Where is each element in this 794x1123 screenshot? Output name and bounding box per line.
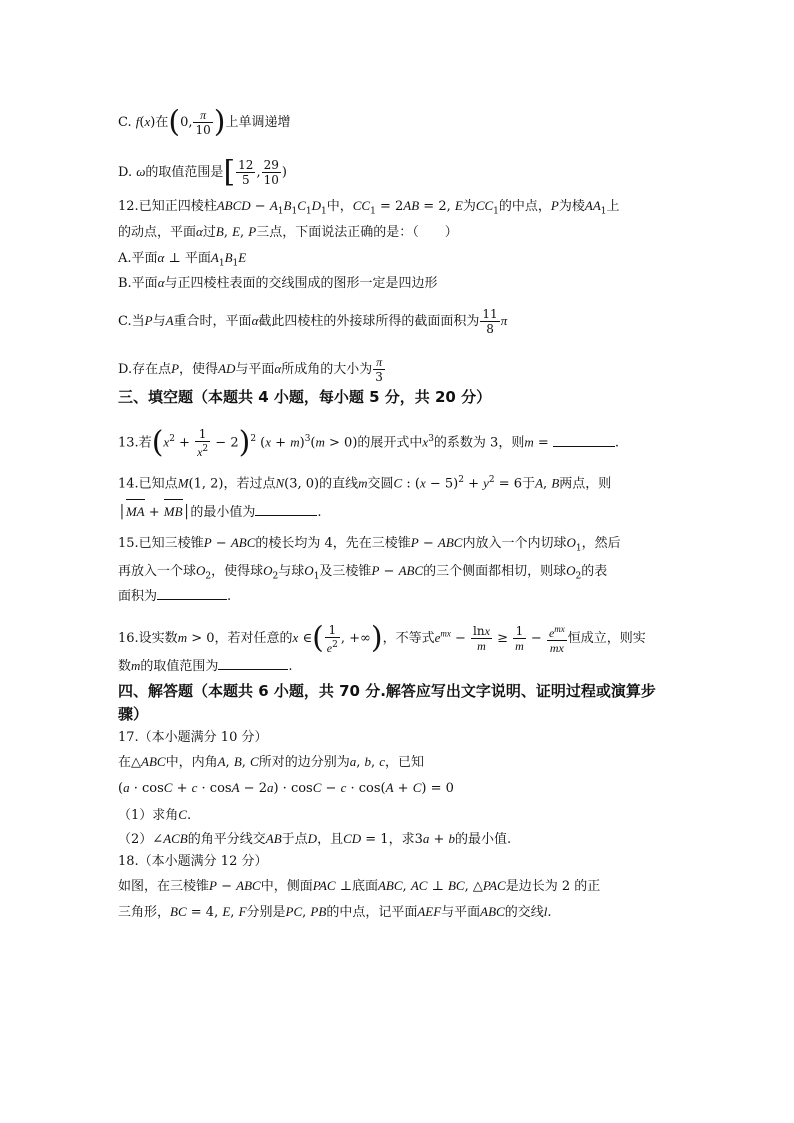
text: 内放入一个内切球 bbox=[462, 536, 567, 551]
text: 是边长为 2 的正 bbox=[505, 879, 601, 894]
text: 16.设实数 bbox=[118, 631, 178, 646]
text: 中， bbox=[326, 199, 353, 214]
text: 上 bbox=[606, 199, 620, 214]
text: 及三棱锥 bbox=[319, 564, 372, 579]
text: 中，侧面 bbox=[260, 879, 313, 894]
text: 的交线 bbox=[504, 905, 544, 920]
text: 平面 bbox=[184, 251, 211, 266]
q14-line1: 14.已知点M(1, 2)，若过点N(3, 0)的直线m交圆C : $(x - 5)^2 + y^2 = 6$于A, B两点，则 bbox=[118, 475, 612, 492]
text: 底面 bbox=[351, 879, 378, 894]
q17-line1: 在△ABC中，内角A, B, C所对的边分别为a, b, c，已知 bbox=[118, 754, 425, 770]
text: 分别是 bbox=[246, 905, 286, 920]
text: 交圆 bbox=[367, 476, 394, 492]
q12-stem-line2: 的动点，平面α过B, E, P三点，下面说法正确的是：（ ） bbox=[118, 224, 458, 240]
text: 重合时，平面 bbox=[173, 314, 252, 329]
section-3-title: 三、填空题（本题共 4 小题，每小题 5 分，共 20 分） bbox=[118, 388, 492, 406]
text: A.平面 bbox=[118, 251, 158, 266]
text: 如图，在三棱锥 bbox=[118, 879, 210, 894]
text: ，且 bbox=[317, 832, 344, 847]
text: C.当 bbox=[118, 314, 145, 329]
text: 与球 bbox=[278, 564, 305, 579]
text: . bbox=[186, 808, 192, 823]
text: 与正四棱柱表面的交线围成的图形一定是四边形 bbox=[164, 276, 438, 291]
text: 截此四棱柱的外接球所得的截面面积为 bbox=[258, 314, 480, 329]
q12-option-c: C.当P与A重合时，平面α截此四棱柱的外接球所得的截面面积为 $\frac{11}{8}$ π bbox=[118, 307, 508, 336]
text: 与平面 bbox=[441, 905, 481, 920]
text: 的最小值为 bbox=[190, 505, 256, 520]
text: ，使得球 bbox=[211, 564, 264, 579]
text: 与平面 bbox=[235, 362, 275, 377]
text: 于点 bbox=[281, 832, 308, 847]
question-number: 12. bbox=[118, 199, 139, 214]
text: 面积为 bbox=[118, 589, 158, 604]
q12-option-a: A.平面α ⊥ 平面$A_1B_1E$ bbox=[118, 250, 247, 269]
q12-option-d: D.存在点P，使得AD与平面α所成角的大小为 $\frac{\pi}{3}$ bbox=[118, 355, 383, 384]
q15-line1: 15.已知三棱锥P − ABC的棱长均为 4，先在三棱锥P − ABC内放入一个内切球$O_1$，然后 bbox=[118, 535, 621, 554]
text: ，使得 bbox=[179, 362, 219, 377]
text: 的中点，记平面 bbox=[326, 905, 418, 920]
text: 过 bbox=[202, 225, 216, 240]
text: 三点，下面说法正确的是：（ ） bbox=[256, 225, 458, 240]
text: ，不等式 bbox=[382, 631, 435, 646]
text: 在 bbox=[155, 115, 169, 130]
q16-line1: 16.设实数m > 0，若对任意的x ∈( $\frac{1}{e^2}$ , +∞)，不等式$e^{mx}$ − $\frac{\ln x}{m}$ ≥ $\frac{1}{m}$ − $\frac{e^{mx}}{mx}$ 恒成立，则实 bbox=[118, 620, 646, 656]
text: 所成角的大小为 bbox=[281, 362, 373, 377]
answer-blank bbox=[218, 657, 288, 670]
q17-part2: （2）∠ACB的角平分线交AB于点D，且CD = 1，求3a + b的最小值. bbox=[118, 831, 512, 847]
q16-line2: 数m的取值范围为 . bbox=[118, 658, 293, 674]
text: D.存在点 bbox=[118, 362, 172, 377]
text: 的最小值. bbox=[455, 832, 512, 847]
q12-stem-line1: 12.已知正四棱柱ABCD − $A_1B_1C_1D_1$中，$CC_1 = 2AB = 2$, E为$CC_1$的中点，P为棱$AA_1$上 bbox=[118, 198, 620, 217]
option-label: D. bbox=[118, 165, 133, 180]
text: 的角平分线交 bbox=[187, 832, 266, 847]
text: 在 bbox=[118, 755, 132, 770]
text: 于 bbox=[522, 476, 536, 492]
text: 的取值范围是 bbox=[145, 165, 224, 180]
text: 的直线 bbox=[319, 476, 359, 492]
q18-line1: 如图，在三棱锥P − ABC中，侧面PAC ⊥底面ABC, AC ⊥ BC, △PAC是边长为 2 的正 bbox=[118, 878, 601, 894]
text: （1）求角 bbox=[118, 808, 179, 823]
text: 15.已知三棱锥 bbox=[118, 536, 204, 551]
q11-option-c: C. f(x)在(0, $\frac{\pi}{10}$ )上单调递增 bbox=[118, 104, 291, 140]
text: 14.已知点 bbox=[118, 476, 178, 492]
q18-heading: 18.（本小题满分 12 分） bbox=[118, 854, 268, 869]
text: （2） bbox=[118, 832, 153, 847]
q17-part1: （1）求角C. bbox=[118, 807, 192, 823]
text: 为 bbox=[462, 199, 476, 214]
text: 再放入一个球 bbox=[118, 564, 197, 579]
q18-line2: 三角形，BC = 4, E, F分别是PC, PB的中点，记平面AEF与平面ABC的交线l. bbox=[118, 904, 552, 920]
text: 的取值范围为 bbox=[140, 659, 219, 674]
text: 为棱 bbox=[558, 199, 585, 214]
q14-line2: │MA + MB│的最小值为 . bbox=[118, 504, 322, 520]
text: 的三个侧面都相切，则球 bbox=[423, 564, 567, 579]
text: 三角形， bbox=[118, 905, 171, 920]
text: ，求 bbox=[388, 832, 415, 847]
text: 与 bbox=[152, 314, 166, 329]
text: 数 bbox=[118, 659, 132, 674]
q15-line3: 面积为 . bbox=[118, 589, 232, 604]
section-4-title-line1: 四、解答题（本题共 6 小题，共 70 分.解答应写出文字说明、证明过程或演算步 bbox=[118, 682, 656, 700]
section-4-title-line2: 骤） bbox=[118, 705, 149, 723]
text: 的展开式中 bbox=[357, 435, 423, 451]
text: 13.若 bbox=[118, 435, 152, 451]
q17-heading: 17.（本小题满分 10 分） bbox=[118, 730, 268, 745]
answer-blank bbox=[255, 503, 317, 516]
q12-option-b: B.平面α与正四棱柱表面的交线围成的图形一定是四边形 bbox=[118, 275, 438, 291]
text: ，若过点 bbox=[223, 476, 276, 492]
text: ，若对任意的 bbox=[214, 631, 293, 646]
text: 已知正四棱柱 bbox=[138, 199, 217, 214]
text: 的中点， bbox=[498, 199, 551, 214]
text: 恒成立，则实 bbox=[567, 631, 646, 646]
answer-blank bbox=[157, 587, 227, 600]
text: ，然后 bbox=[581, 536, 621, 551]
text: 的棱长均为 4，先在三棱锥 bbox=[255, 536, 411, 551]
text: 所对的边分别为 bbox=[258, 755, 350, 770]
text: 两点，则 bbox=[559, 476, 612, 492]
q17-equation: (a · cosC + c · cosA − 2a) · cosC − c · cos(A + C) = 0 bbox=[118, 780, 454, 796]
text: 的系数为 3，则 bbox=[433, 435, 525, 451]
text: 中，内角 bbox=[165, 755, 218, 770]
text: 上单调递增 bbox=[225, 115, 291, 130]
text: 的动点，平面 bbox=[118, 225, 197, 240]
q15-line2: 再放入一个球$O_2$，使得球$O_2$与球$O_1$及三棱锥P − ABC的三个侧面都相切，则球$O_2$的表 bbox=[118, 563, 608, 582]
text: 的表 bbox=[581, 564, 608, 579]
text: B.平面 bbox=[118, 276, 158, 291]
q11-option-d: D. ω的取值范围是[ $\frac{12}{5}$ , $\frac{29}{10}$ ) bbox=[118, 154, 287, 190]
text: ，已知 bbox=[385, 755, 425, 770]
option-label: C. bbox=[118, 115, 132, 130]
q13: 13.若($x^2$ + $\frac{1}{x^2}$ − 2)$^2$ $(x + m)^3(m > 0)$的展开式中$x^3$的系数为 3，则m = . bbox=[118, 425, 620, 460]
answer-blank bbox=[553, 434, 615, 447]
